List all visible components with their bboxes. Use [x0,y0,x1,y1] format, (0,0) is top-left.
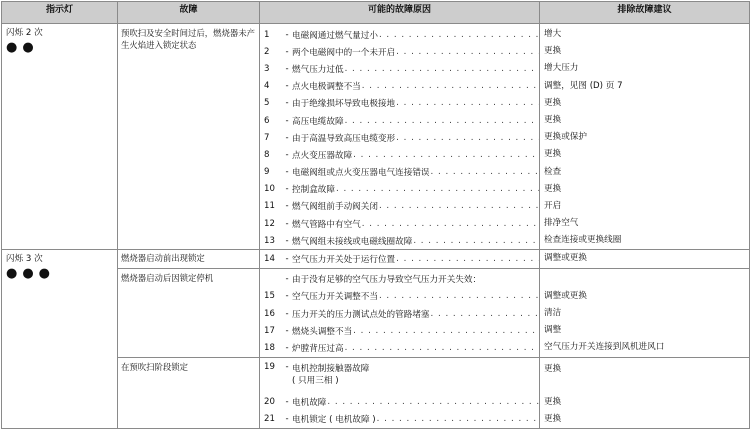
cause-row: 19 - 电机控制接触器故障 ( 只用三相 ) [264,361,370,386]
group2-sub3-fault-cell [118,357,260,428]
remedy-item: 增大 [544,29,562,39]
cause-row: 5 - 由于绝缘损坏导致电极接地 . . . [260,95,539,112]
cause-row: 16 - 压力开关的压力测试点处的管路堵塞 . . . [260,305,539,322]
header-remedy: 排除故障建议 [540,2,750,24]
remedy-item: 调整或更换 [544,290,587,301]
cause-row: 18 - 炉膛背压过高 . . . [260,339,539,356]
remedy-item: 检查连接或更换线圈 [544,235,622,246]
group1-indicator-label: 闪烁 2 次 [6,28,43,38]
remedy-item: 更换 [544,363,562,374]
remedy-item: 更换 [544,183,562,194]
group2-sub1-row [2,250,750,268]
cause-row: 21 - 电机锁定 ( 电机故障 ) . . . [260,411,539,428]
remedy-item: 更换 [544,396,562,407]
header-causes: 可能的故障原因 [260,2,540,24]
group2-sub1-causes-cell [260,250,540,268]
group1-fault-text: 预吹扫及安全时间过后，燃烧器未产生火焰进入锁定状态 [121,28,255,50]
remedy-item: 排净空气 [544,218,579,229]
group1-fault-cell [118,24,260,250]
group2-sub2-remedy-cell [540,268,750,357]
cause-intro: - 由于没有足够的空气压力导致空气压力开关失效： [285,274,482,286]
header-fault: 故障 [118,2,260,24]
cause-subnote: ( 只用三相 ) [292,375,339,386]
remedy-item: 更换 [544,149,562,160]
cause-row: 2 - 两个电磁阀中的一个未开启 . . . [260,43,539,60]
group2-sub2-remedy-list [540,269,749,357]
cause-row: 9 - 电磁阀组或点火变压器电气连接错误 . . . [260,164,539,181]
cause-row: 8 - 点火变压器故障 . . . [260,146,539,163]
group2-sub2-fault-text: 燃烧器启动后因锁定停机 [121,272,214,283]
header-row [2,2,750,24]
group2-sub3-cause-list [260,358,539,428]
fault-table-container [1,1,749,426]
remedy-item: 更换 [544,97,562,108]
remedy-item: 开启 [544,200,562,211]
group1-indicator-cell [2,24,118,250]
cause-row: 4 - 点火电极调整不当 . . . [260,78,539,95]
cause-row: 1 - 电磁阀通过燃气量过小 . . . [260,26,539,43]
group2-sub2-cause-list [260,269,539,357]
remedy-item: 增大压力 [544,63,579,74]
cause-row: 12 - 燃气管路中有空气 . . . [260,215,539,232]
group2-sub3-fault-text: 在预吹扫阶段锁定 [121,361,188,372]
group2-sub3-remedy-list [540,358,749,428]
remedy-item: 清洁 [544,308,562,318]
group2-sub1-fault-text: 燃烧器启动前出现锁定 [121,253,205,264]
header-indicator: 指示灯 [2,2,118,24]
remedy-item: 更换 [544,46,562,57]
group2-indicator-dots: ●●● [6,266,56,282]
cause-row: 20 - 电机故障 . . . [260,394,539,411]
group1-remedy-list [540,24,749,249]
cause-row: 15 - 空气压力开关调整不当 . . . [260,288,539,305]
remedy-item: 更换或保护 [544,132,587,143]
group2-sub1-remedy-cell [540,250,750,268]
cause-row: 14 - 空气压力开关处于运行位置 . . . [260,250,539,267]
group2-sub1-fault-cell [118,250,260,268]
remedy-item: 空气压力开关连接到风机进风口 [544,342,665,353]
group2-sub3-remedy-cell [540,357,750,428]
group2-sub2-fault-cell [118,268,260,357]
group1-row [2,24,750,250]
group2-sub2-causes-cell [260,268,540,357]
group1-indicator-dots: ●● [6,40,39,55]
cause-row: 6 - 高压电缆故障 . . . [260,112,539,129]
group2-sub3-causes-cell [260,357,540,428]
group1-remedy-cell [540,24,750,250]
cause-row: 7 - 由于高温导致高压电缆变形 . . . [260,129,539,146]
group1-cause-list [260,24,539,249]
remedy-item: 检查 [544,166,562,177]
cause-row: 13 - 燃气阀组未接线或电磁线圈故障 . . . [260,232,539,249]
cause-row: 11 - 燃气阀组前手动阀关闭 . . . [260,198,539,215]
remedy-item: 更换 [544,413,562,424]
remedy-item: 调整或更换 [544,253,587,264]
cause-row: 17 - 燃烧头调整不当 . . . [260,322,539,339]
remedy-item: 更换 [544,114,562,125]
cause-row: 3 - 燃气压力过低 . . . [260,60,539,77]
remedy-item: 调整，见图 (D) 页 7 [544,80,623,91]
group2-indicator-cell [2,250,118,429]
cause-row: 10 - 控制盒故障 . . . [260,181,539,198]
remedy-item: 调整 [544,325,562,336]
fault-table [1,1,750,429]
group1-causes-cell [260,24,540,250]
group2-indicator-label: 闪烁 3 次 [6,254,43,265]
